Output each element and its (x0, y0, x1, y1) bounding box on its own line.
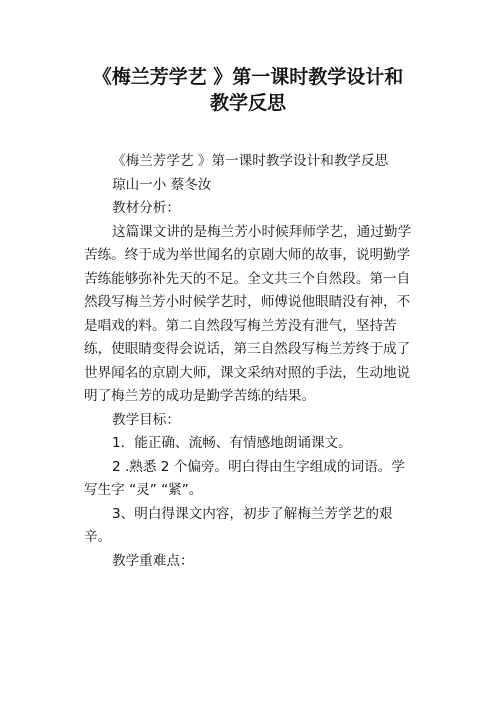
title-line-1: 《梅兰芳学艺 》第一课时教学设计和 (92, 66, 404, 88)
section-heading-material: 教材分析： (112, 200, 180, 216)
document-body (84, 150, 416, 573)
goal-item-2: 2 .熟悉 2 个偏旁。明白得由生字组成的词语。学写生字 “灵” “紧”。 (84, 458, 405, 498)
goal-item-1: 1．能正确、流畅、有情感地朗诵课文。 (112, 435, 352, 451)
subtitle: 《梅兰芳学艺 》第一课时教学设计和教学反思 (112, 153, 389, 169)
paragraph-material: 这篇课文讲的是梅兰芳小时候拜师学艺，通过勤学苦练。终于成为举世闻名的京剧大师的故事，说明勤学苦练能够弥补先天的不足。全文共三个自然段。第一自然段写梅兰芳小时候学艺时，师傅说他眼睛没有神，不是唱戏的料。第二自然段写梅兰芳没有泄气，坚持苦练，使眼睛变得会说话，第三自然段写梅兰芳终于成了世界闻名的京剧大师，课文采纳对照的手法，生动地说明了梅兰芳的成功是勤学苦练的结果。 (84, 223, 412, 404)
section-heading-goals: 教学目标： (112, 411, 180, 428)
goal-item-3: 3、明白得课文内容，初步了解梅兰芳学艺的艰辛。 (84, 505, 393, 545)
title-line-2: 教学反思 (209, 92, 286, 114)
author: 琼山一小 蔡冬汝 (112, 176, 212, 193)
section-heading-key-points: 教学重难点： (112, 552, 194, 569)
document-title (62, 64, 434, 116)
